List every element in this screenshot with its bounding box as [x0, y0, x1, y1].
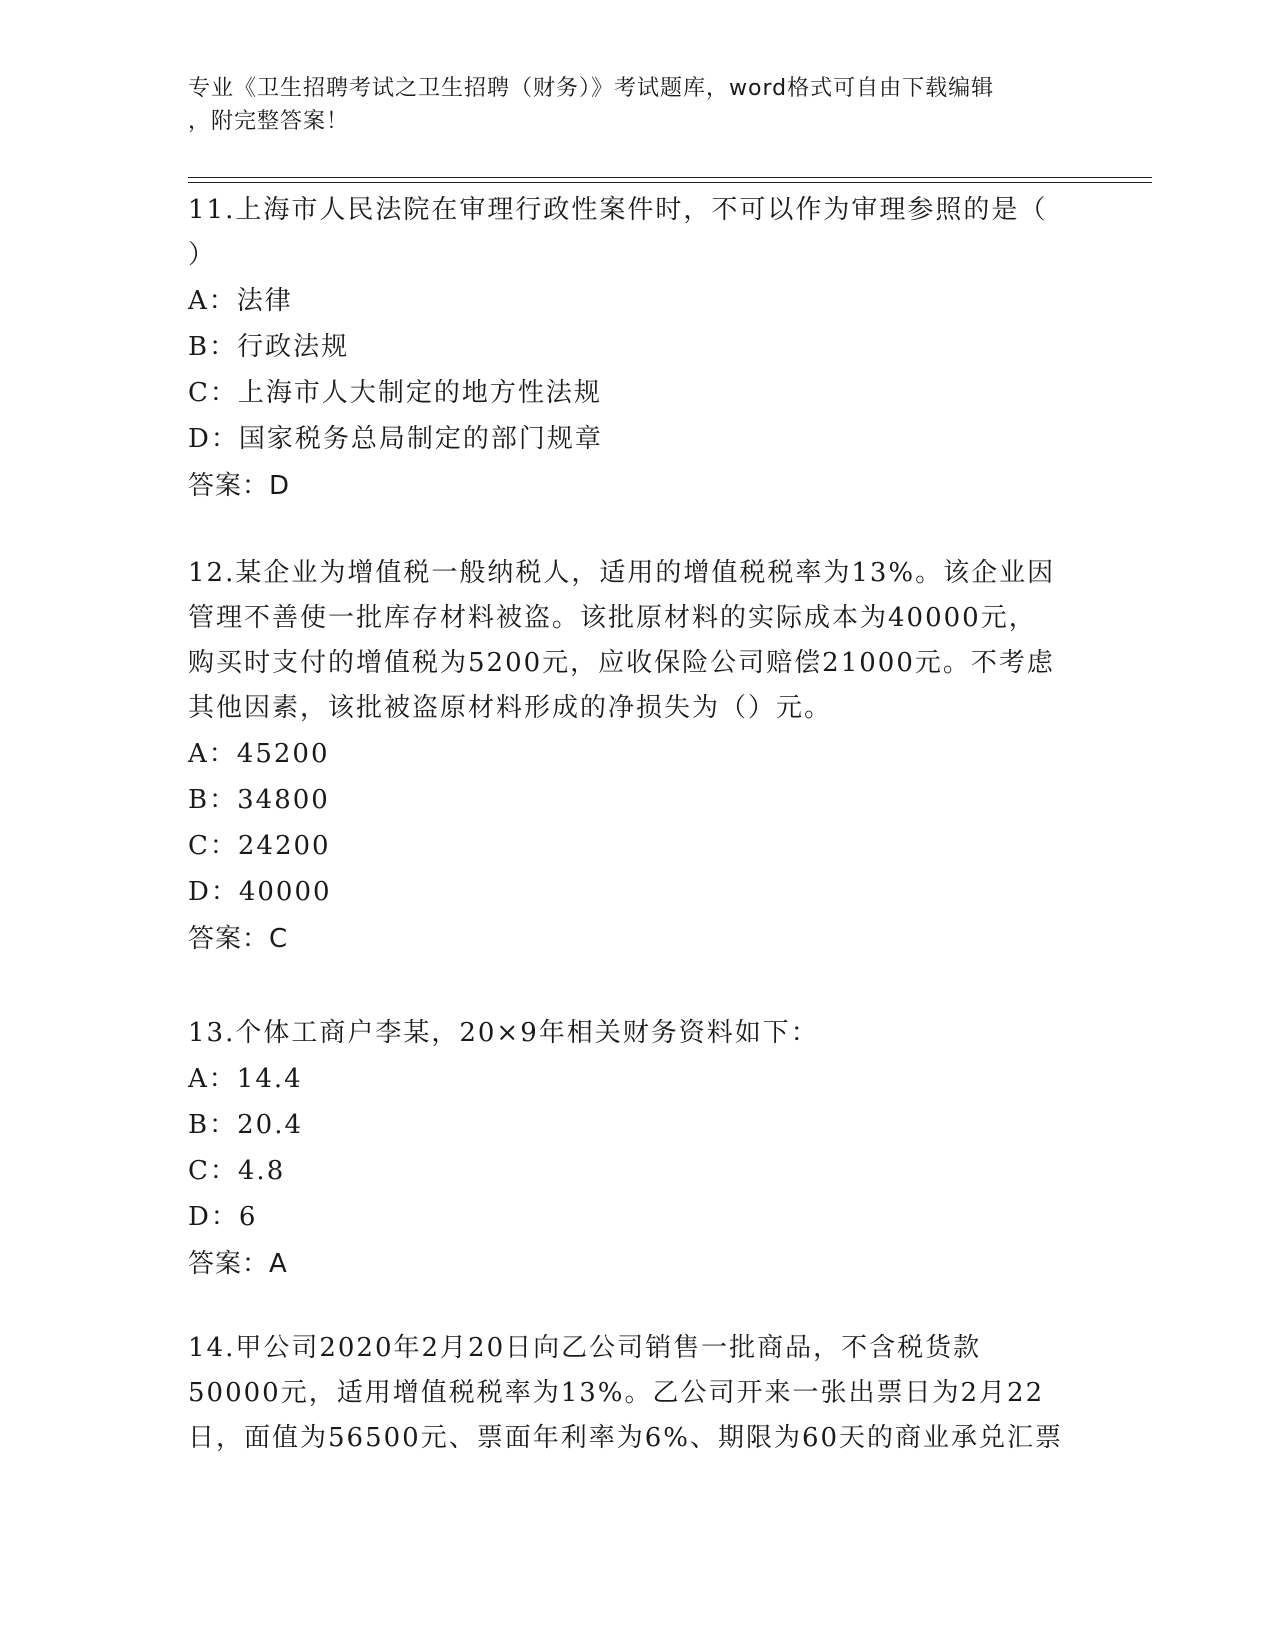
question-stem — [188, 551, 1088, 731]
stem-line: ） — [188, 240, 217, 270]
option-d: D：40000 — [188, 877, 332, 907]
header-divider-top — [188, 177, 1152, 178]
question-13 — [188, 1011, 1088, 1286]
question-12 — [188, 551, 1088, 961]
option-c: C：24200 — [188, 831, 331, 861]
question-stem — [188, 1011, 1088, 1056]
answer: 答案：D — [188, 471, 291, 501]
question-stem — [188, 1326, 1088, 1461]
stem-line: 购买时支付的增值税为5200元，应收保险公司赔偿21000元。不考虑 — [188, 648, 1055, 678]
answer: 答案：A — [188, 1249, 288, 1279]
option-d: D：6 — [188, 1202, 258, 1232]
option-d: D：国家税务总局制定的部门规章 — [188, 424, 603, 454]
stem-line: 管理不善使一批库存材料被盗。该批原材料的实际成本为40000元， — [188, 603, 1037, 633]
header-line-2: ，附完整答案！ — [188, 109, 350, 134]
question-14 — [188, 1326, 1088, 1461]
stem-line: 日，面值为56500元、票面年利率为6%、期限为60天的商业承兑汇票 — [188, 1423, 1064, 1453]
stem-line: 11.上海市人民法院在审理行政性案件时，不可以作为审理参照的是（ — [188, 195, 1048, 225]
option-b: B：34800 — [188, 785, 330, 815]
question-stem — [188, 188, 1088, 278]
question-11 — [188, 188, 1088, 508]
stem-line: 14.甲公司2020年2月20日向乙公司销售一批商品，不含税货款 — [188, 1333, 982, 1363]
answer: 答案：C — [188, 924, 289, 954]
option-b: B：行政法规 — [188, 332, 350, 362]
option-a: A：45200 — [188, 739, 330, 769]
stem-line: 13.个体工商户李某，20×9年相关财务资料如下： — [188, 1018, 819, 1048]
stem-line: 其他因素，该批被盗原材料形成的净损失为（）元。 — [188, 693, 833, 723]
option-a: A：法律 — [188, 286, 293, 316]
stem-line: 50000元，适用增值税税率为13%。乙公司开来一张出票日为2月22 — [188, 1378, 1045, 1408]
option-a: A：14.4 — [188, 1064, 303, 1094]
document-header — [188, 72, 1088, 138]
option-c: C：上海市人大制定的地方性法规 — [188, 378, 602, 408]
option-c: C：4.8 — [188, 1156, 286, 1186]
header-line-1: 专业《卫生招聘考试之卫生招聘（财务）》考试题库，word格式可自由下载编辑 — [188, 76, 995, 101]
stem-line: 12.某企业为增值税一般纳税人，适用的增值税税率为13%。该企业因 — [188, 558, 1056, 588]
option-b: B：20.4 — [188, 1110, 303, 1140]
header-divider-bottom — [188, 182, 1152, 183]
